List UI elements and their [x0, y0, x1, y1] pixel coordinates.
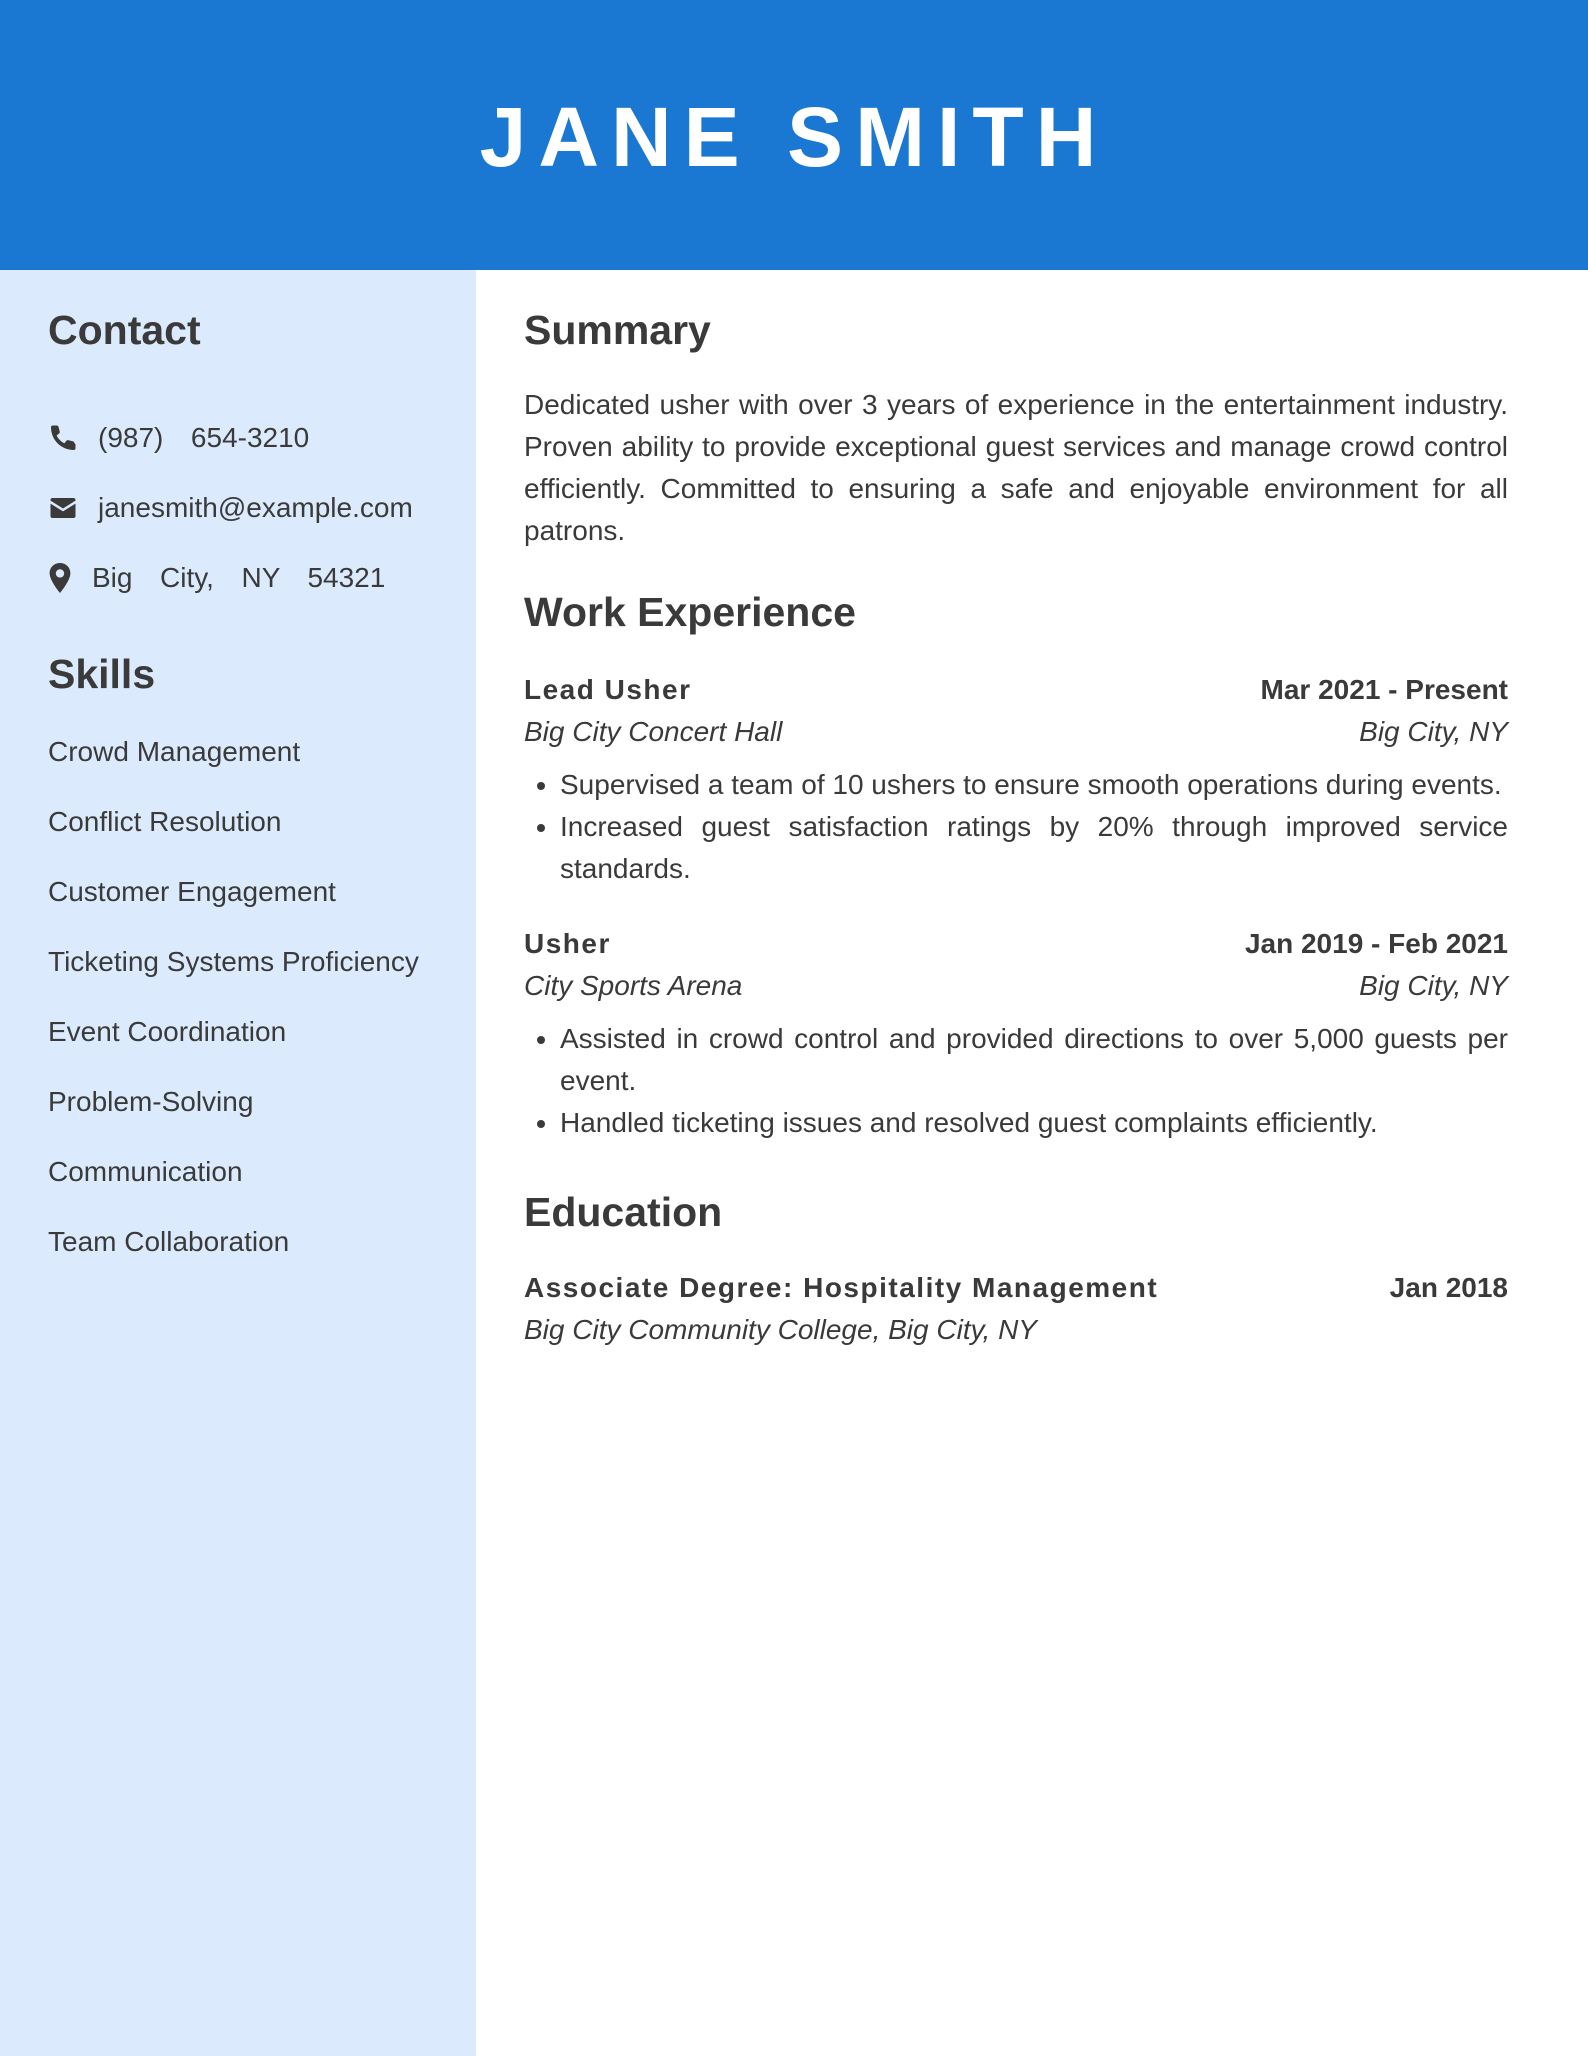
job-dates: Jan 2019 - Feb 2021 — [1244, 928, 1508, 959]
skills-heading: Skills — [48, 651, 156, 697]
job-subheader — [524, 968, 1508, 1004]
skill-item: Customer Engagement — [48, 876, 336, 907]
education-header — [524, 1270, 1508, 1306]
education-heading: Education — [524, 1189, 723, 1235]
summary-heading: Summary — [524, 307, 711, 353]
envelope-icon — [48, 493, 78, 523]
job-header — [524, 672, 1508, 708]
skill-item: Event Coordination — [48, 1016, 287, 1047]
candidate-name: JANE SMITH — [479, 90, 1109, 184]
education-subheader — [524, 1312, 1508, 1348]
job-location: Big City, NY — [1359, 970, 1508, 1001]
job-dates: Mar 2021 - Present — [1260, 674, 1508, 705]
education-degree: Associate Degree: Hospitality Management — [524, 1272, 1159, 1303]
contact-phone — [48, 418, 309, 458]
address-text: Big City, NY 54321 — [92, 562, 386, 593]
job-bullets — [524, 1018, 1508, 1144]
skill-item: Problem-Solving — [48, 1086, 254, 1117]
resume-header — [0, 0, 1588, 270]
job-header — [524, 926, 1508, 962]
phone-text: (987) 654-3210 — [98, 422, 310, 453]
skill-item: Communication — [48, 1156, 243, 1187]
job-bullets — [524, 764, 1508, 890]
job-subheader — [524, 714, 1508, 750]
job-title: Lead Usher — [524, 674, 692, 705]
contact-address — [48, 558, 385, 598]
contact-email — [48, 488, 413, 528]
job-bullet: • Assisted in crowd control and provided directions to over 5,000 guests per event. — [560, 1018, 1508, 1102]
skill-item: Conflict Resolution — [48, 806, 282, 837]
summary-text: Dedicated usher with over 3 years of experience in the entertainment industry. Proven ability to provide exceptional guest services and manage crowd control efficiently. Committed to ensuring a safe and enjoyable environment for all patrons. — [524, 389, 1508, 546]
job-bullet: • Supervised a team of 10 ushers to ensure smooth operations during events. — [560, 764, 1508, 806]
education-school: Big City Community College, Big City, NY — [524, 1314, 1037, 1345]
job-bullet: • Increased guest satisfaction ratings by 20% through improved service standards. — [560, 806, 1508, 890]
skill-item: Crowd Management — [48, 736, 301, 767]
phone-icon — [48, 423, 78, 453]
education-date: Jan 2018 — [1389, 1272, 1508, 1303]
job-company: Big City Concert Hall — [524, 716, 783, 747]
work-experience-heading: Work Experience — [524, 589, 856, 635]
sidebar — [0, 270, 476, 2056]
job-title: Usher — [524, 928, 611, 959]
skill-item: Team Collaboration — [48, 1226, 290, 1257]
job-company: City Sports Arena — [524, 970, 743, 1001]
skill-item: Ticketing Systems Proficiency — [48, 946, 419, 977]
job-bullet: • Handled ticketing issues and resolved guest complaints efficiently. — [560, 1102, 1508, 1144]
job-location: Big City, NY — [1359, 716, 1508, 747]
map-marker-icon — [48, 563, 72, 593]
contact-heading: Contact — [48, 307, 201, 353]
email-text: janesmith@example.com — [98, 492, 413, 523]
